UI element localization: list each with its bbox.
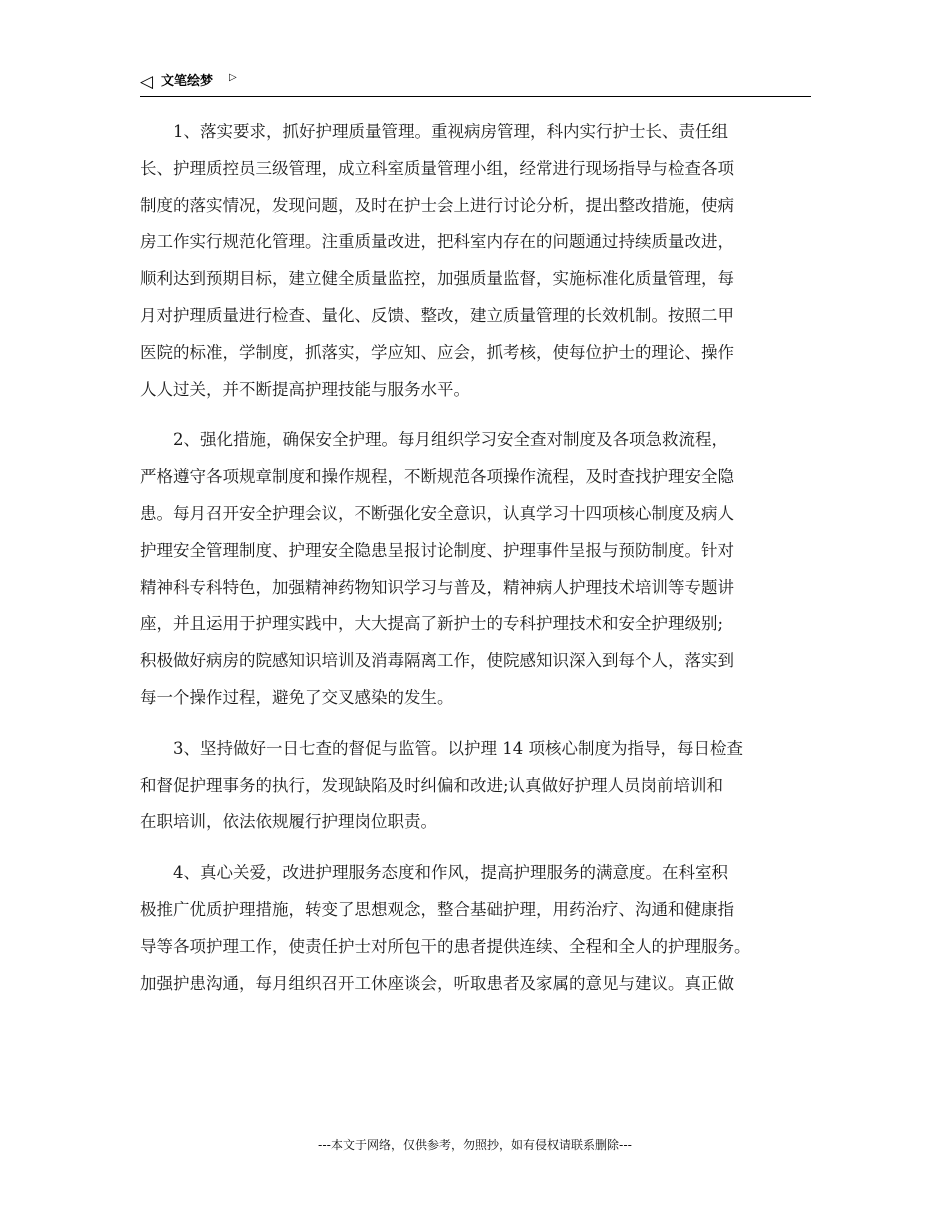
text-line: 每一个操作过程，避免了交叉感染的发生。 [140, 687, 454, 707]
text-line: 加强护患沟通，每月组织召开工休座谈会，听取患者及家属的意见与建议。真正做 [140, 973, 734, 993]
paragraph-2 [140, 422, 812, 716]
paragraph-1 [140, 114, 812, 408]
text-line: 2、强化措施，确保安全护理。每月组织学习安全查对制度及各项急救流程， [173, 430, 728, 450]
text-line: 积极做好病房的院感知识培训及消毒隔离工作，使院感知识深入到每个人，落实到 [140, 651, 734, 671]
paragraph-3 [140, 731, 812, 841]
text-line: 3、坚持做好一日七查的督促与监管。以护理 14 项核心制度为指导，每日检查 [173, 738, 743, 758]
right-triangle-icon: ▷ [229, 72, 237, 83]
page-footer-disclaimer: ---本文于网络，仅供参考，勿照抄，如有侵权请联系删除--- [318, 1138, 632, 1152]
text-line: 患。每月召开安全护理会议，不断强化安全意识，认真学习十四项核心制度及病人 [140, 503, 734, 523]
text-line: 护理安全管理制度、护理安全隐患呈报讨论制度、护理事件呈报与预防制度。针对 [140, 540, 734, 560]
text-line: 严格遵守各项规章制度和操作规程，不断规范各项操作流程，及时查找护理安全隐 [140, 467, 734, 487]
text-line: 极推广优质护理措施，转变了思想观念，整合基础护理，用药治疗、沟通和健康指 [140, 899, 734, 919]
text-line: 座，并且运用于护理实践中，大大提高了新护士的专科护理技术和安全护理级别; [140, 614, 724, 634]
text-line: 1、落实要求，抓好护理质量管理。重视病房管理，科内实行护士长、责任组 [173, 122, 728, 141]
page-header [140, 70, 811, 97]
text-line: 精神科专科特色，加强精神药物知识学习与普及，精神病人护理技术培训等专题讲 [140, 577, 734, 597]
text-line: 长、护理质控员三级管理，成立科室质量管理小组，经常进行现场指导与检查各项 [140, 158, 734, 178]
paragraph-4 [140, 855, 812, 1002]
header-title: 文笔绘梦 [161, 74, 214, 89]
text-line: 月对护理质量进行检查、量化、反馈、整改，建立质量管理的长效机制。按照二甲 [140, 305, 734, 325]
text-line: 导等各项护理工作，使责任护士对所包干的患者提供连续、全程和全人的护理服务。 [140, 936, 751, 956]
text-line: 4、真心关爱，改进护理服务态度和作风，提高护理服务的满意度。在科室积 [173, 863, 728, 883]
text-line: 制度的落实情况，发现问题，及时在护士会上进行讨论分析，提出整改措施，使病 [140, 195, 734, 215]
left-triangle-icon: ◁ [140, 72, 154, 92]
text-line: 房工作实行规范化管理。注重质量改进，把科室内存在的问题通过持续质量改进， [140, 232, 734, 252]
text-line: 在职培训，依法依规履行护理岗位职责。 [140, 812, 437, 832]
text-line: 医院的标准，学制度，抓落实，学应知、应会，抓考核，使每位护士的理论、操作 [140, 342, 734, 362]
text-line: 顺利达到预期目标，建立健全质量监控，加强质量监督，实施标准化质量管理，每 [140, 269, 734, 289]
text-line: 人人过关，并不断提高护理技能与服务水平。 [140, 379, 470, 399]
text-line: 和督促护理事务的执行，发现缺陷及时纠偏和改进;认真做好护理人员岗前培训和 [140, 775, 724, 795]
document-body [140, 114, 812, 1016]
